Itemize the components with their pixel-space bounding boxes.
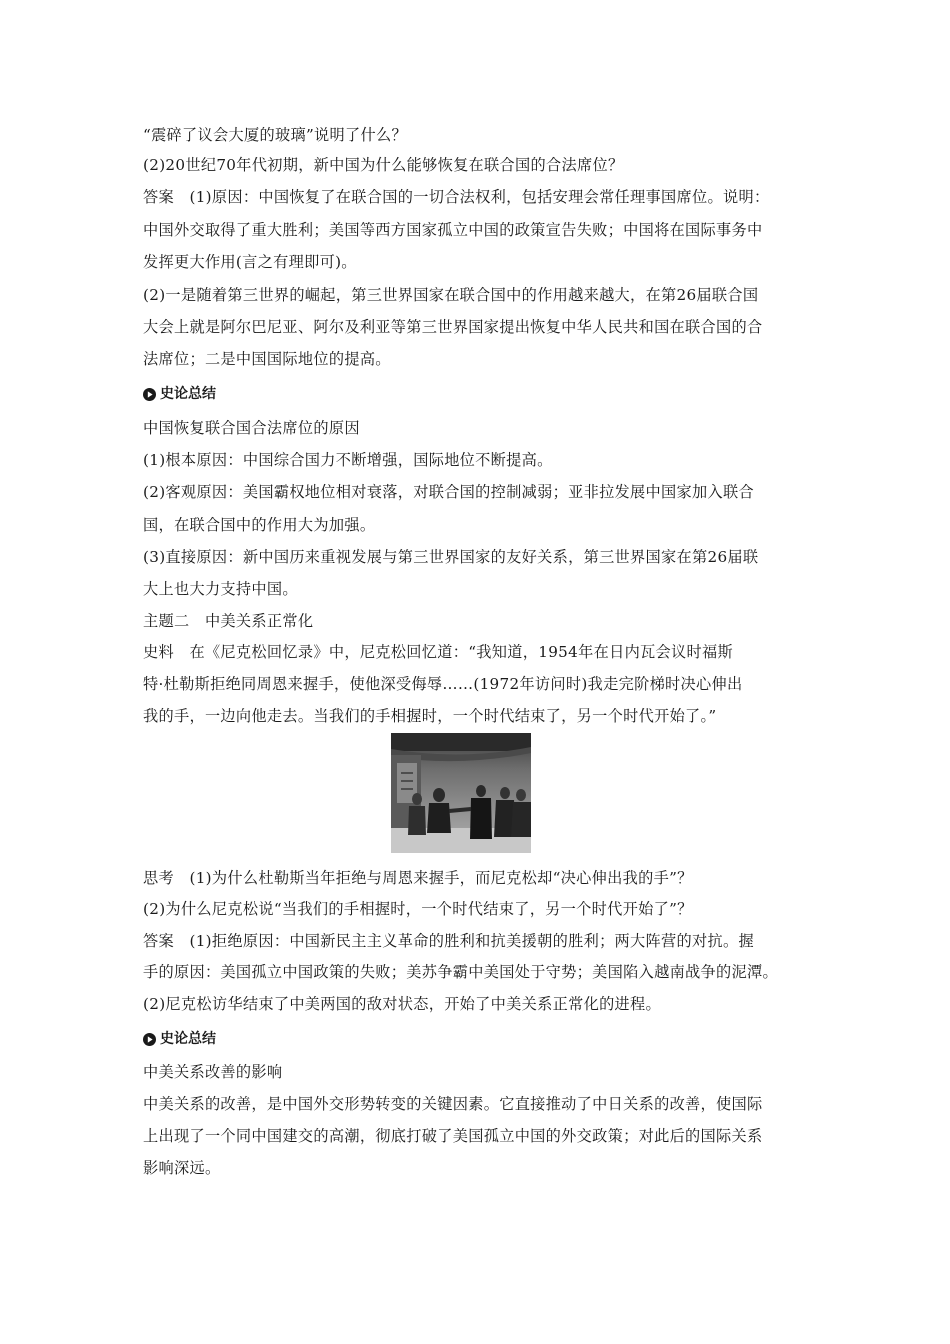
text-line: 中美关系的改善，是中国外交形势转变的关键因素。它直接推动了中日关系的改善，使国际	[143, 1095, 763, 1113]
play-circle-icon	[143, 388, 156, 401]
answer-line: 答案 (1)原因：中国恢复了在联合国的一切合法权利，包括安理会常任理事国席位。说明：	[143, 188, 770, 206]
text-line: 上出现了一个同中国建交的高潮，彻底打破了美国孤立中国的外交政策；对此后的国际关系	[143, 1127, 763, 1145]
source-line: 史料 在《尼克松回忆录》中，尼克松回忆道：“我知道，1954年在日内瓦会议时福斯	[143, 643, 733, 661]
text-line: 大会上就是阿尔巴尼亚、阿尔及利亚等第三世界国家提出恢复中华人民共和国在联合国的合	[143, 318, 763, 336]
text-line: (2)一是随着第三世界的崛起，第三世界国家在联合国中的作用越来越大，在第26届联合国	[143, 286, 759, 304]
handshake-photo	[391, 733, 531, 853]
text-line: 中国外交取得了重大胜利；美国等西方国家孤立中国的政策宣告失败；中国将在国际事务中	[143, 221, 763, 239]
text-line: 法席位；二是中国国际地位的提高。	[143, 350, 391, 368]
text-line: (2)20世纪70年代初期，新中国为什么能够恢复在联合国的合法席位？	[143, 156, 624, 174]
text-line: (2)客观原因：美国霸权地位相对衰落，对联合国的控制减弱；亚非拉发展中国家加入联合	[143, 483, 754, 501]
text-line: 大上也大力支持中国。	[143, 580, 298, 598]
section-heading-label: 史论总结	[160, 386, 216, 402]
topic-heading: 主题二 中美关系正常化	[143, 612, 314, 630]
text-line: (3)直接原因：新中国历来重视发展与第三世界国家的友好关系，第三世界国家在第26届联	[143, 548, 759, 566]
section-heading	[143, 385, 216, 403]
text-line: 我的手，一边向他走去。当我们的手相握时，一个时代结束了，另一个时代开始了。”	[143, 707, 717, 725]
play-circle-icon	[143, 1033, 156, 1046]
text-line: 影响深远。	[143, 1159, 221, 1177]
text-line: 手的原因：美国孤立中国政策的失败；美苏争霸中美国处于守势；美国陷入越南战争的泥潭。	[143, 963, 778, 981]
question-line: 思考 (1)为什么杜勒斯当年拒绝与周恩来握手，而尼克松却“决心伸出我的手”？	[143, 869, 693, 887]
text-line: “震碎了议会大厦的玻璃”说明了什么？	[143, 126, 407, 144]
text-line: 特·杜勒斯拒绝同周恩来握手，使他深受侮辱……(1972年访问时)我走完阶梯时决心伸出	[143, 675, 743, 693]
section-heading-label: 史论总结	[160, 1031, 216, 1047]
text-line: (1)根本原因：中国综合国力不断增强，国际地位不断提高。	[143, 451, 553, 469]
summary-title: 中美关系改善的影响	[143, 1063, 283, 1081]
text-line: 发挥更大作用(言之有理即可)。	[143, 253, 357, 271]
section-heading	[143, 1030, 216, 1048]
text-line: (2)为什么尼克松说“当我们的手相握时，一个时代结束了，另一个时代开始了”？	[143, 900, 693, 918]
text-line: (2)尼克松访华结束了中美两国的敌对状态，开始了中美关系正常化的进程。	[143, 995, 662, 1013]
answer-line: 答案 (1)拒绝原因：中国新民主主义革命的胜利和抗美援朝的胜利；两大阵营的对抗。握	[143, 932, 754, 950]
summary-title: 中国恢复联合国合法席位的原因	[143, 419, 360, 437]
text-line: 国，在联合国中的作用大为加强。	[143, 516, 376, 534]
